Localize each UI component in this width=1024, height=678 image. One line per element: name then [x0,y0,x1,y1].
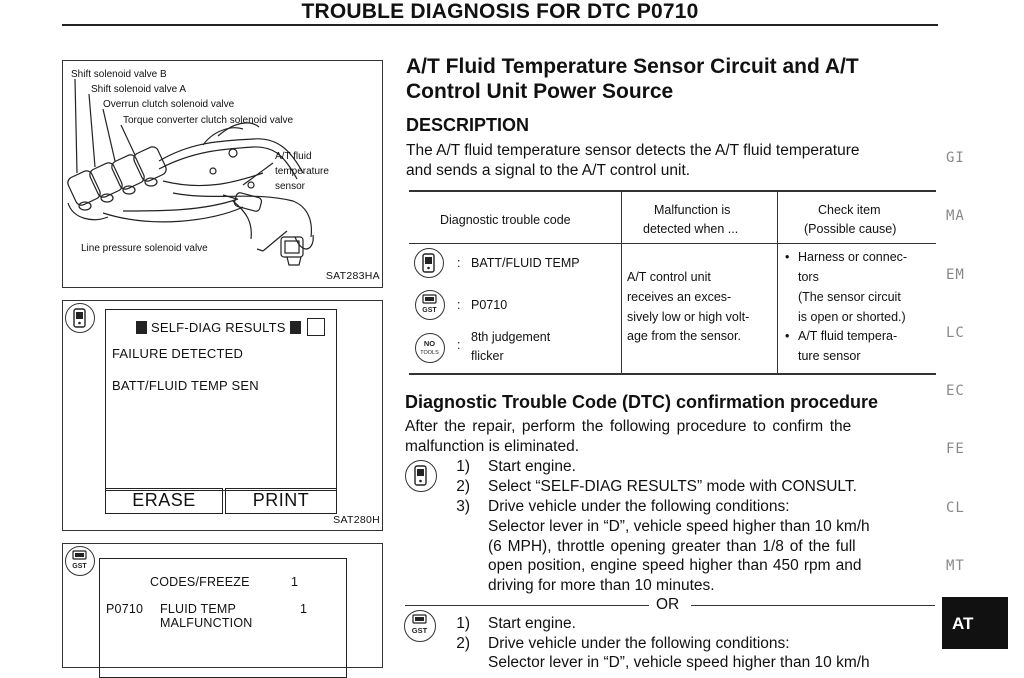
label-fluid-temp-3: sensor [275,181,306,192]
failure-detected: FAILURE DETECTED [112,346,244,361]
malfunction-line: receives an exces- [627,290,732,304]
consult-icon [414,248,444,278]
gst-icon-text: GST [422,307,437,314]
check-bullet: • [785,250,790,264]
label-shift-solenoid-a: Shift solenoid valve A [91,84,187,95]
dtc-text-1: FLUID TEMP [160,602,237,616]
no-tools-icon [415,333,445,363]
side-tab-ec[interactable]: EC [946,383,965,399]
step-text: Select “SELF-DIAG RESULTS” mode with CONSULT. [488,478,857,495]
col-check-header-2: (Possible cause) [804,222,897,236]
consult-icon [405,460,437,492]
malfunction-line: sively low or high volt- [627,310,750,324]
solenoid-figure [62,60,383,288]
condition-line-cut: Selector lever in “D”, vehicle speed higher than 10 km/h [488,654,870,671]
self-diag-figure [62,300,383,531]
condition-line: (6 MPH), throttle opening greater than 1/8 of the full [488,538,856,555]
condition-line: Selector lever in “D”, vehicle speed higher than 10 km/h [488,518,870,535]
gst-dtc-label: P0710 [471,298,508,312]
malfunction-line: age from the sensor. [627,329,741,343]
label-fluid-temp-2: temperature [275,166,329,177]
tools-icon-text: TOOLS [420,350,439,356]
check-line: tors [798,270,819,284]
gst-icon [415,290,445,320]
dtc-intro-1: After the repair, perform the following procedure to confirm the [405,418,852,435]
notools-label-2: flicker [471,349,504,363]
description-line-2: and sends a signal to the A/T control unit. [406,162,691,179]
page-title: TROUBLE DIAGNOSIS FOR DTC P0710 [301,0,699,23]
step-number: 1) [456,615,470,632]
no-icon-text: NO [423,339,436,348]
label-shift-solenoid-b: Shift solenoid valve B [71,69,167,80]
gst-icon [404,610,436,642]
col-dtc-header: Diagnostic trouble code [440,213,571,227]
side-tab-at[interactable]: AT [942,597,1008,649]
gst-icon-text: GST [411,626,428,635]
step-number: 2) [456,478,470,495]
step-number: 1) [456,458,470,475]
dtc-intro-2: malfunction is eliminated. [405,438,580,455]
print-button[interactable]: PRINT [225,488,337,514]
step-text: Start engine. [488,615,576,632]
step-number: 3) [456,498,470,515]
step-text: Start engine. [488,458,576,475]
condition-line: open position, engine speed higher than 450 rpm and [488,557,862,574]
side-tab-fe[interactable]: FE [946,441,965,457]
description-line-1: The A/T fluid temperature sensor detects the A/T fluid temperature [406,142,860,159]
dtc-count: 1 [300,602,308,616]
or-divider-right [691,605,935,606]
dtc-code: P0710 [106,602,144,616]
side-tab-mt[interactable]: MT [946,558,965,574]
col-check-header-1: Check item [818,203,881,217]
step-text: Drive vehicle under the following conditions: [488,498,790,515]
gst-figure [62,543,383,668]
figure-code: SAT280H [333,514,380,526]
malfunction-line: A/T control unit [627,270,711,284]
colon: : [457,338,461,352]
col-malfunction-header-2: detected when ... [643,222,739,236]
gst-icon [65,546,95,576]
codes-freeze-screen [99,558,347,678]
side-tab-gi[interactable]: GI [946,150,965,166]
description-heading: DESCRIPTION [406,115,530,135]
label-fluid-temp-1: A/T fluid [275,151,312,162]
codes-freeze-header: CODES/FREEZE [150,575,250,589]
dtc-heading: Diagnostic Trouble Code (DTC) confirmation procedure [405,392,879,412]
self-diag-title-text: SELF-DIAG RESULTS [151,320,286,335]
check-line: is open or shorted.) [798,310,906,324]
check-bullet: • [785,329,790,343]
dtc-text-2: MALFUNCTION [160,616,253,630]
figure-code: SAT283HA [325,270,380,282]
colon: : [457,256,461,270]
condition-line: driving for more than 10 minutes. [488,577,715,594]
check-line: Harness or connec- [798,250,908,264]
label-line-pressure: Line pressure solenoid valve [81,243,208,254]
consult-icon [65,303,95,333]
side-tab-ma[interactable]: MA [946,208,965,224]
label-torque-converter: Torque converter clutch solenoid valve [123,115,294,126]
check-line: A/T fluid tempera- [798,329,898,343]
check-line: ture sensor [798,349,861,363]
side-tab-lc[interactable]: LC [946,325,965,341]
side-tab-em[interactable]: EM [946,267,965,283]
or-divider-left [405,605,649,606]
or-label: OR [656,596,680,613]
check-line: (The sensor circuit [798,290,901,304]
section-title-2: Control Unit Power Source [406,80,674,103]
consult-screen [105,309,337,491]
section-title-1: A/T Fluid Temperature Sensor Circuit and A/T [406,55,859,78]
self-diag-title [136,318,325,336]
consult-dtc-label: BATT/FLUID TEMP [471,256,580,270]
label-overrun-clutch: Overrun clutch solenoid valve [103,99,235,110]
side-tab-cl[interactable]: CL [946,500,965,516]
step-number: 2) [456,635,470,652]
erase-button[interactable]: ERASE [105,488,223,514]
header-rule [62,24,938,26]
col-malfunction-header-1: Malfunction is [654,203,731,217]
batt-fluid-temp-sen: BATT/FLUID TEMP SEN [112,378,259,393]
colon: : [457,298,461,312]
step-text: Drive vehicle under the following conditions: [488,635,790,652]
codes-freeze-count: 1 [291,575,299,589]
gst-icon-text: GST [72,563,87,570]
notools-label-1: 8th judgement [471,330,551,344]
